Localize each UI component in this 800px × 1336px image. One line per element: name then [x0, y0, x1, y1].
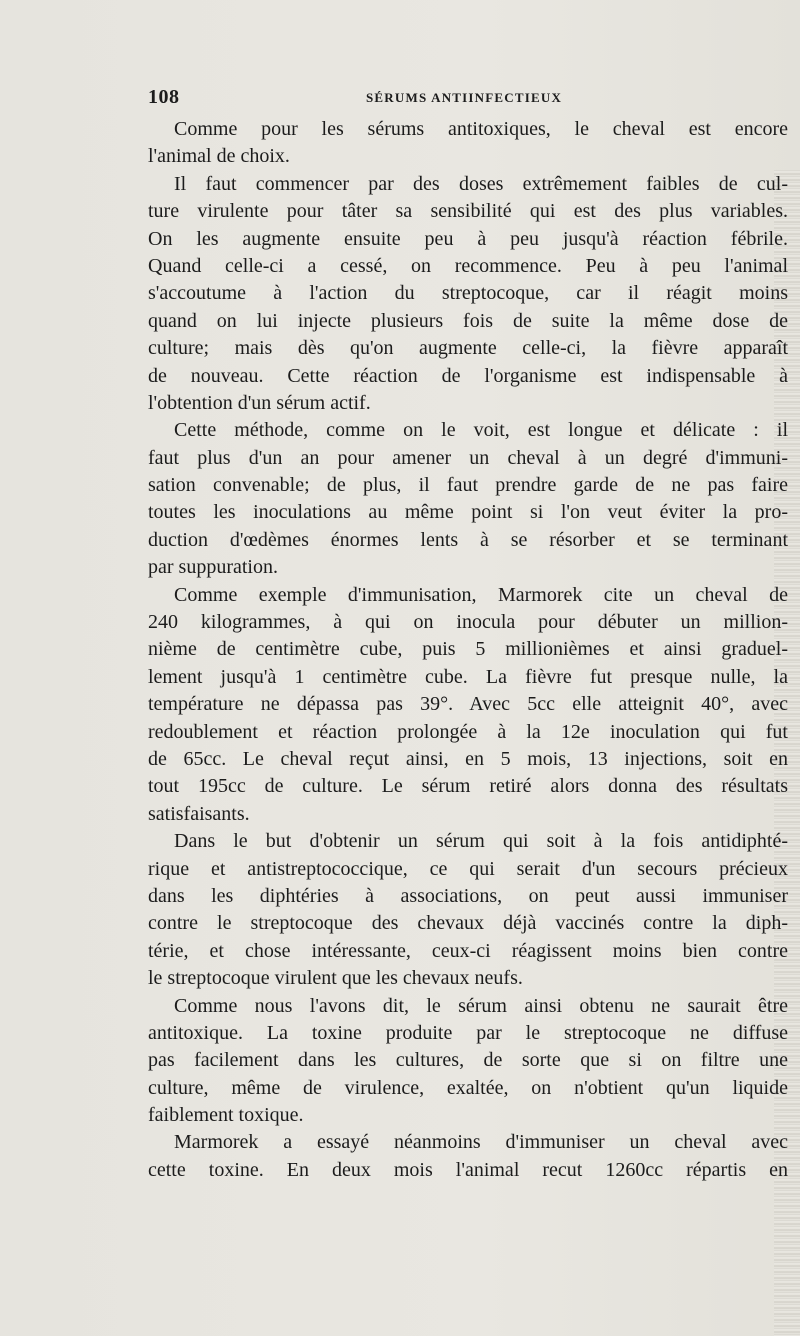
text-line: Il faut commencer par des doses extrêmement faibles de cul- — [174, 172, 788, 195]
text-line: Dans le but d'obtenir un sérum qui soit à la fois antidiphté- — [174, 830, 788, 853]
running-title: SÉRUMS ANTIINFECTIEUX — [366, 90, 563, 105]
text-line: culture, même de virulence, exaltée, on n'obtient qu'un liquide — [148, 1076, 788, 1099]
text-line: culture; mais dès qu'on augmente celle-ci, la fièvre apparaît — [148, 337, 788, 360]
text-line: Comme exemple d'immunisation, Marmorek cite un cheval de — [174, 583, 788, 606]
page-number: 108 — [148, 86, 180, 108]
text-line: rique et antistreptococcique, ce qui serait d'un secours précieux — [148, 857, 788, 880]
text-line: faut plus d'un an pour amener un cheval à un degré d'immuni- — [148, 446, 788, 469]
body-text — [148, 116, 788, 1184]
text-line: duction d'œdèmes énormes lents à se résorber et se terminant — [148, 528, 788, 551]
text-line: quand on lui injecte plusieurs fois de suite la même dose de — [148, 309, 788, 332]
text-line: antitoxique. La toxine produite par le streptocoque ne diffuse — [148, 1021, 788, 1044]
text-line: Comme nous l'avons dit, le sérum ainsi obtenu ne saurait être — [174, 994, 788, 1017]
text-line: cette toxine. En deux mois l'animal recut 1260cc répartis en — [148, 1158, 788, 1181]
text-line: température ne dépassa pas 39°. Avec 5cc elle atteignit 40°, avec — [148, 693, 788, 716]
text-line: Marmorek a essayé néanmoins d'immuniser un cheval avec — [174, 1131, 788, 1154]
text-line: Cette méthode, comme on le voit, est longue et délicate : il — [174, 419, 788, 442]
text-line: par suppuration. — [148, 556, 278, 579]
text-line: de 65cc. Le cheval reçut ainsi, en 5 mois, 13 injections, soit en — [148, 747, 788, 770]
text-line: pas facilement dans les cultures, de sorte que si on filtre une — [148, 1049, 788, 1072]
text-line: ture virulente pour tâter sa sensibilité qui est des plus variables. — [148, 200, 788, 223]
text-line: Comme pour les sérums antitoxiques, le cheval est encore — [174, 118, 788, 140]
text-line: toutes les inoculations au même point si l'on veut éviter la pro- — [148, 501, 788, 524]
text-line: faiblement toxique. — [148, 1104, 304, 1127]
text-line: 240 kilogrammes, à qui on inocula pour débuter un million- — [148, 611, 788, 634]
text-line: tout 195cc de culture. Le sérum retiré alors donna des résultats — [148, 775, 788, 798]
text-line: nième de centimètre cube, puis 5 millionièmes et ainsi graduel- — [148, 638, 788, 661]
page-header — [148, 86, 788, 116]
text-line: satisfaisants. — [148, 802, 250, 825]
text-line: Quand celle-ci a cessé, on recommence. Peu à peu l'animal — [148, 254, 788, 277]
text-line: le streptocoque virulent que les chevaux neufs. — [148, 967, 523, 990]
text-line: redoublement et réaction prolongée à la 12e inoculation qui fut — [148, 720, 788, 743]
text-line: dans les diphtéries à associations, on peut aussi immuniser — [148, 884, 788, 907]
text-line: contre le streptocoque des chevaux déjà vaccinés contre la diph- — [148, 912, 788, 935]
text-line: On les augmente ensuite peu à peu jusqu'à réaction fébrile. — [148, 227, 788, 250]
text-line: l'obtention d'un sérum actif. — [148, 391, 371, 414]
text-line: de nouveau. Cette réaction de l'organisme est indispensable à — [148, 364, 788, 387]
text-line: l'animal de choix. — [148, 145, 290, 168]
text-line: térie, et chose intéressante, ceux-ci réagissent moins bien contre — [148, 939, 788, 962]
text-line: sation convenable; de plus, il faut prendre garde de ne pas faire — [148, 474, 788, 497]
text-line: s'accoutume à l'action du streptocoque, car il réagit moins — [148, 282, 788, 305]
text-line: lement jusqu'à 1 centimètre cube. La fièvre fut presque nulle, la — [148, 665, 788, 688]
